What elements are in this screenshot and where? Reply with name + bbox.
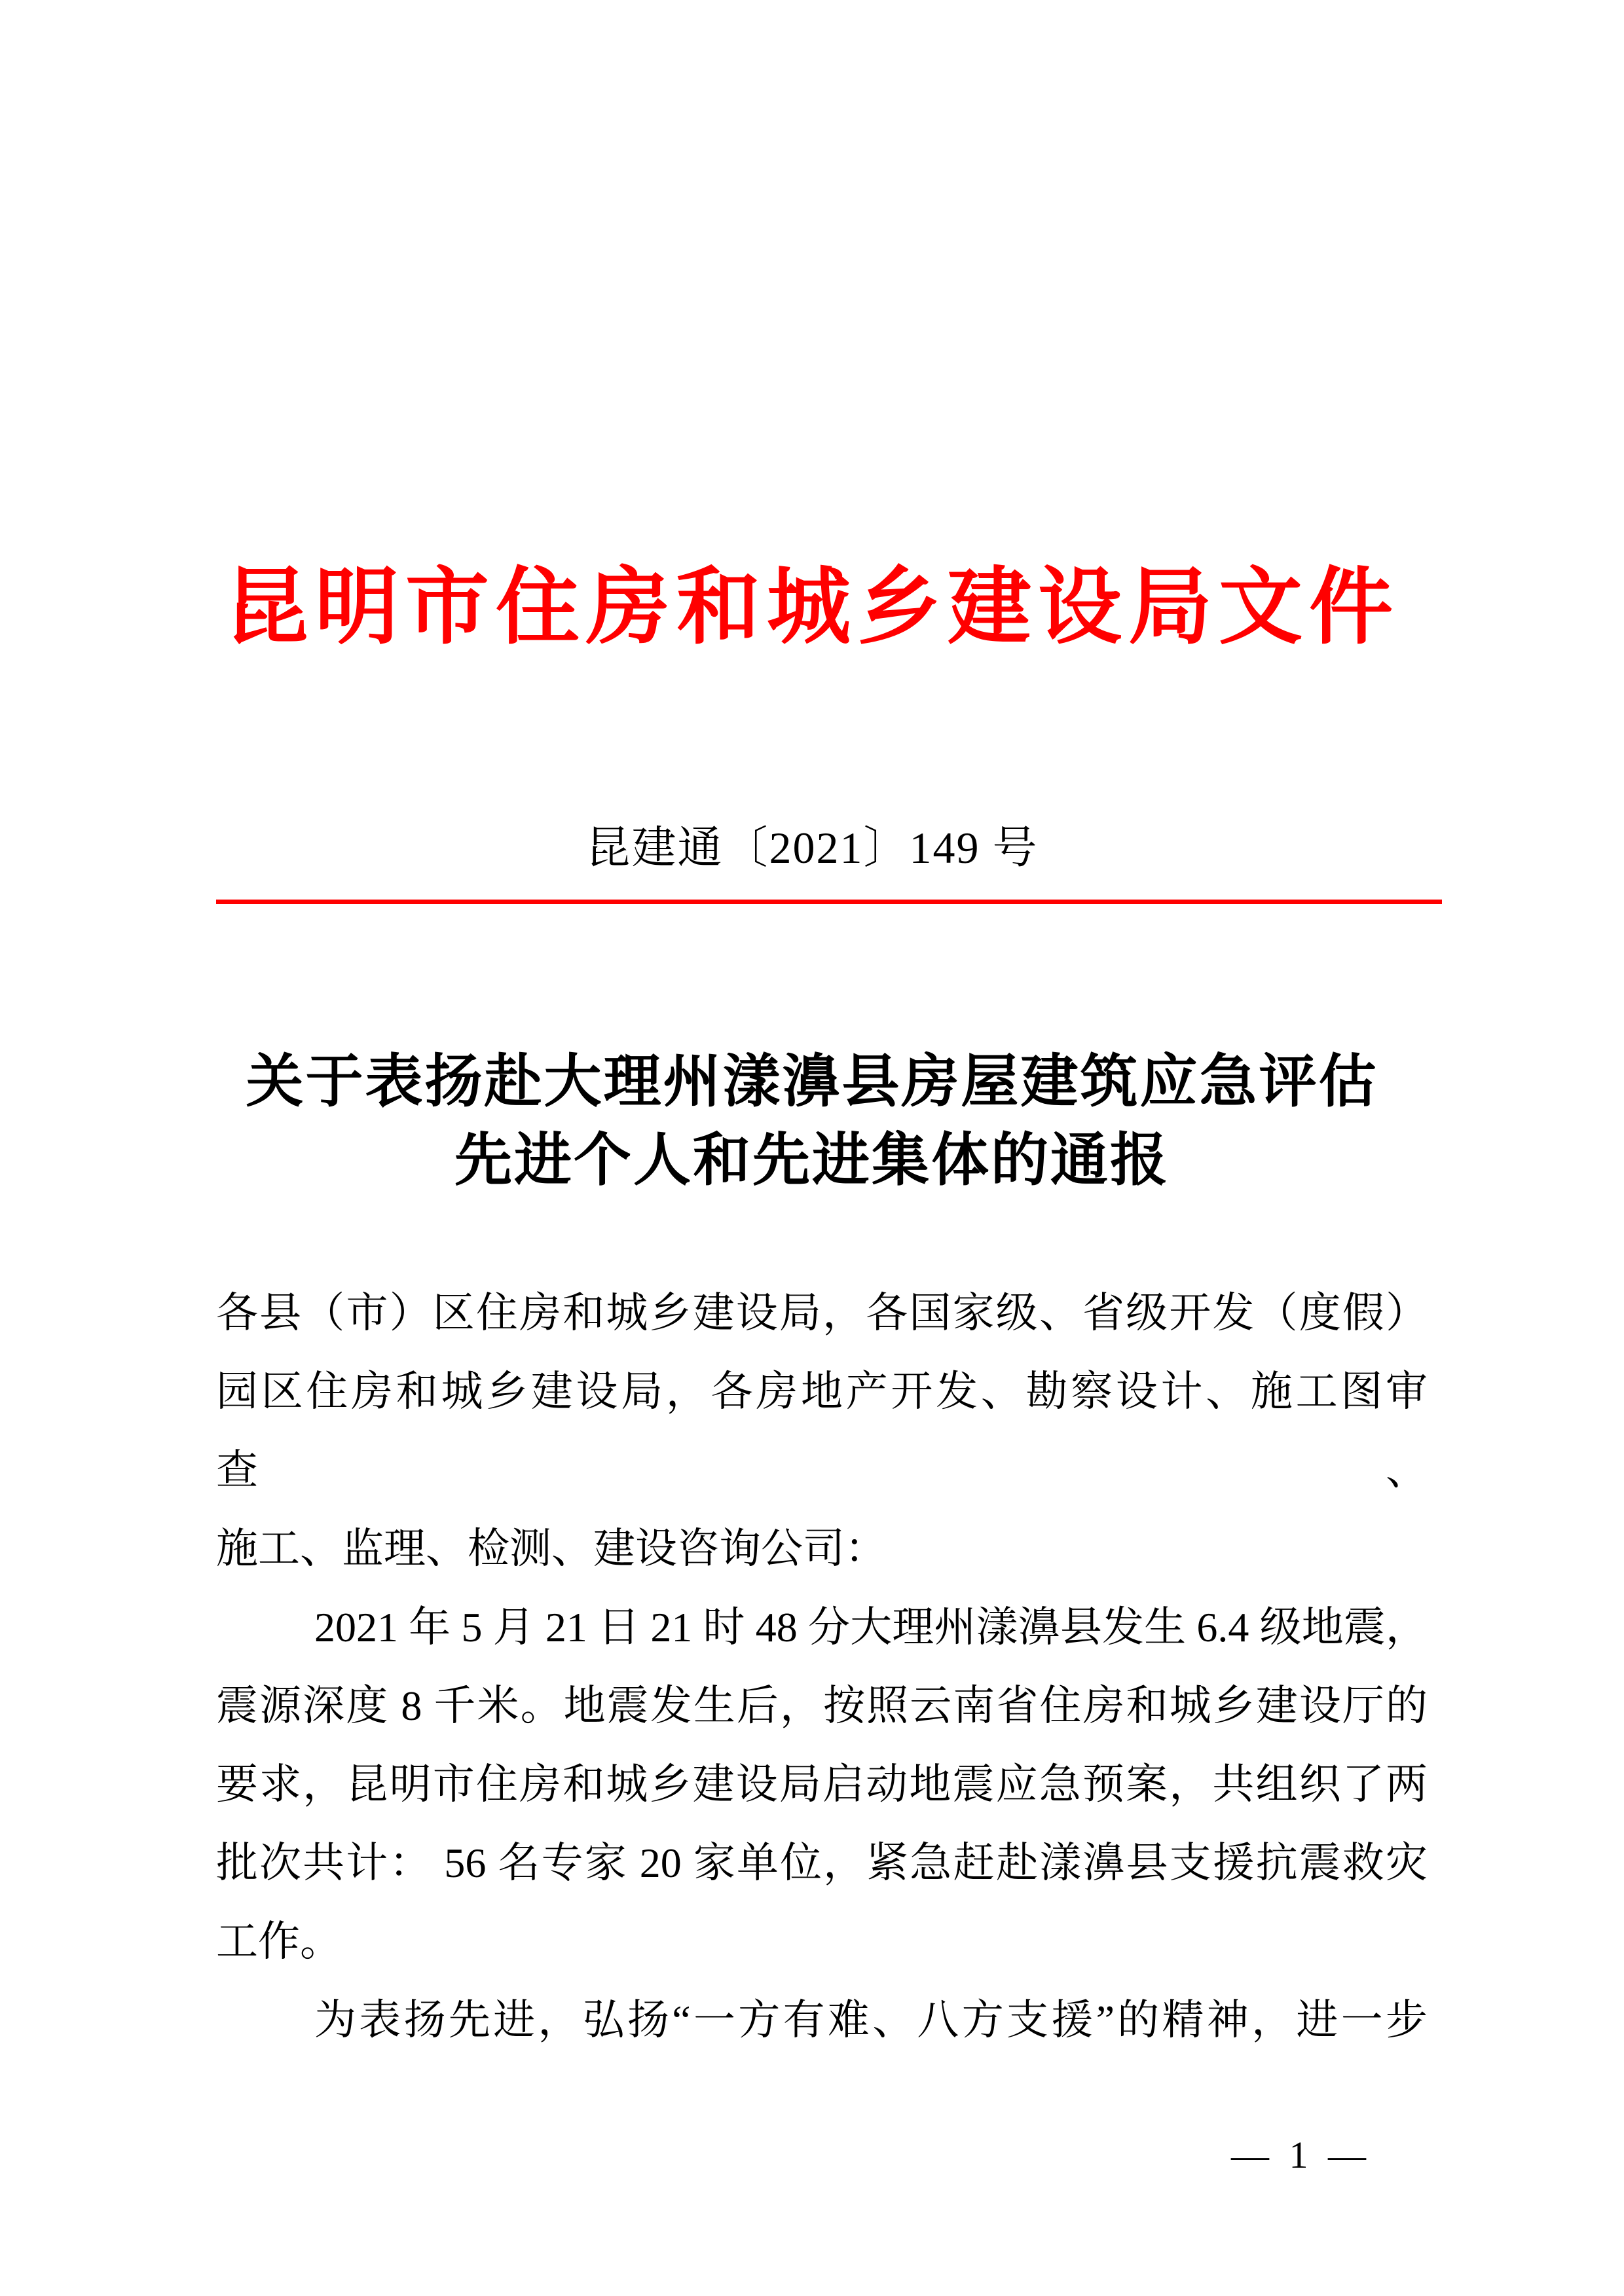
body-line: 工作。 [216,1918,342,1965]
document-title-line-1: 关于表扬赴大理州漾濞县房屋建筑应急评估 [246,1049,1378,1114]
agency-masthead-title: 昆明市住房和城乡建设局文件 [224,561,1399,654]
body-line: 批次共计： 56 名专家 20 家单位，紧急赶赴漾濞县支援抗震救灾 [216,1840,1428,1886]
body-line: 震源深度 8 千米。地震发生后，按照云南省住房和城乡建设厅的 [216,1683,1428,1729]
body-line: 为表扬先进，弘扬“一方有难、八方支援”的精神，进一步 [314,1997,1428,2043]
page-number: — 1 — [1231,2134,1371,2176]
body-line: 园区住房和城乡建设局，各房地产开发、勘察设计、施工图审查、 [216,1368,1428,1493]
red-divider-rule [216,900,1442,904]
body-line: 施工、监理、检测、建设咨询公司： [216,1525,887,1572]
document-title-line-2: 先进个人和先进集体的通报 [454,1127,1170,1192]
document-reference-number: 昆建通〔2021〕149 号 [585,823,1039,873]
document-title [0,1042,1624,1199]
body-line: 各县（市）区住房和城乡建设局，各国家级、省级开发（度假） [216,1290,1428,1336]
document-body [216,1274,1428,2060]
body-line: 2021 年 5 月 21 日 21 时 48 分大理州漾濞县发生 6.4 级地震， [314,1604,1428,1650]
body-line: 要求，昆明市住房和城乡建设局启动地震应急预案，共组织了两 [216,1761,1428,1808]
